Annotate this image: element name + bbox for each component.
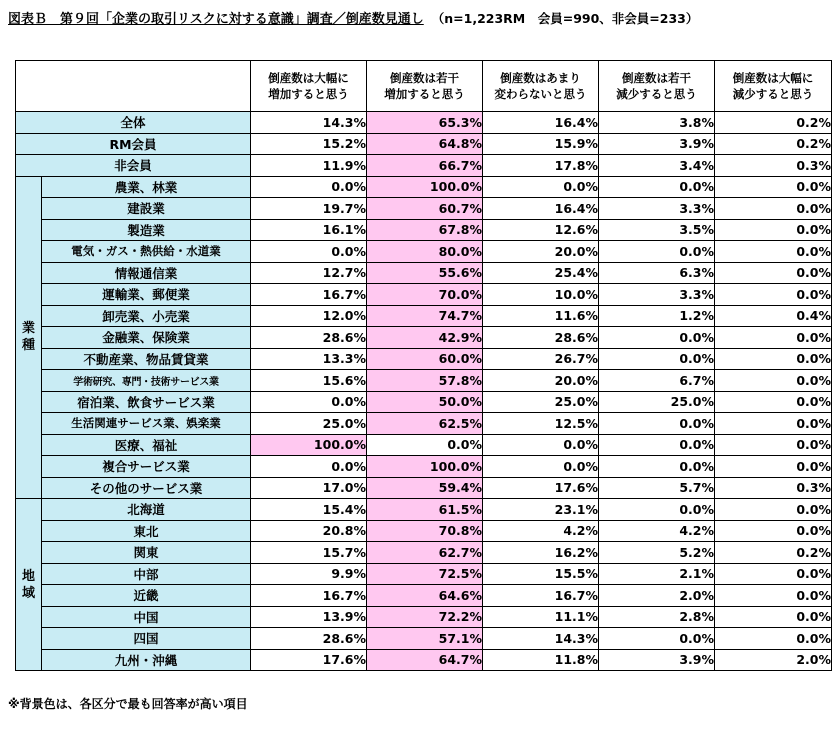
row-label: 建設業 [42,198,251,220]
value-cell: 4.2% [599,520,715,542]
row-label: 情報通信業 [42,262,251,284]
value-cell: 0.0% [715,585,832,607]
table-row [16,241,832,263]
value-cell: 20.0% [483,370,599,392]
value-cell: 0.0% [715,499,832,521]
value-cell: 0.0% [715,370,832,392]
value-cell: 17.0% [251,477,367,499]
value-cell: 3.3% [599,198,715,220]
value-cell: 0.0% [599,413,715,435]
value-cell: 0.0% [715,348,832,370]
row-label: 宿泊業、飲食サービス業 [42,391,251,413]
value-cell: 3.9% [599,649,715,671]
value-cell: 64.8% [367,133,483,155]
table-row [16,176,832,198]
value-cell: 60.7% [367,198,483,220]
value-cell: 0.0% [715,520,832,542]
value-cell: 25.4% [483,262,599,284]
value-cell: 6.7% [599,370,715,392]
value-cell: 0.0% [599,434,715,456]
value-cell: 28.6% [251,327,367,349]
value-cell: 16.7% [251,585,367,607]
table-row [16,499,832,521]
value-cell: 20.0% [483,241,599,263]
value-cell: 15.6% [251,370,367,392]
value-cell: 57.8% [367,370,483,392]
value-cell: 80.0% [367,241,483,263]
column-header: 倒産数は若干 増加すると思う [367,61,483,112]
value-cell: 0.3% [715,155,832,177]
value-cell: 0.0% [599,456,715,478]
table-row [16,284,832,306]
table-body [16,112,832,671]
value-cell: 16.7% [483,585,599,607]
value-cell: 0.0% [483,176,599,198]
value-cell: 64.6% [367,585,483,607]
table-row [16,434,832,456]
row-label: 製造業 [42,219,251,241]
value-cell: 64.7% [367,649,483,671]
value-cell: 11.9% [251,155,367,177]
value-cell: 3.5% [599,219,715,241]
value-cell: 23.1% [483,499,599,521]
value-cell: 25.0% [251,413,367,435]
row-label: 医療、福祉 [42,434,251,456]
value-cell: 16.7% [251,284,367,306]
column-header: 倒産数はあまり 変わらないと思う [483,61,599,112]
data-table [15,60,832,671]
row-label: 全体 [16,112,251,134]
row-label: 農業、林業 [42,176,251,198]
value-cell: 0.0% [251,456,367,478]
value-cell: 15.7% [251,542,367,564]
table-row [16,305,832,327]
value-cell: 16.1% [251,219,367,241]
value-cell: 72.2% [367,606,483,628]
value-cell: 0.4% [715,305,832,327]
value-cell: 0.0% [483,434,599,456]
value-cell: 70.0% [367,284,483,306]
row-label: 非会員 [16,155,251,177]
value-cell: 15.5% [483,563,599,585]
value-cell: 17.6% [251,649,367,671]
value-cell: 17.6% [483,477,599,499]
value-cell: 59.4% [367,477,483,499]
value-cell: 0.0% [251,176,367,198]
value-cell: 2.0% [599,585,715,607]
value-cell: 0.0% [715,241,832,263]
value-cell: 14.3% [483,628,599,650]
value-cell: 0.0% [599,241,715,263]
value-cell: 67.8% [367,219,483,241]
row-label: 中部 [42,563,251,585]
value-cell: 0.0% [599,628,715,650]
value-cell: 2.0% [715,649,832,671]
table-row [16,219,832,241]
value-cell: 0.0% [715,327,832,349]
table-row [16,542,832,564]
value-cell: 3.9% [599,133,715,155]
value-cell: 60.0% [367,348,483,370]
table-row [16,262,832,284]
value-cell: 0.0% [599,327,715,349]
value-cell: 12.7% [251,262,367,284]
row-label: RM会員 [16,133,251,155]
value-cell: 2.1% [599,563,715,585]
value-cell: 28.6% [483,327,599,349]
table-row [16,456,832,478]
row-label: 学術研究、専門・技術サービス業 [42,370,251,392]
value-cell: 11.8% [483,649,599,671]
row-label: 生活関連サービス業、娯楽業 [42,413,251,435]
value-cell: 12.6% [483,219,599,241]
row-label: 東北 [42,520,251,542]
value-cell: 13.9% [251,606,367,628]
value-cell: 42.9% [367,327,483,349]
value-cell: 2.8% [599,606,715,628]
value-cell: 25.0% [483,391,599,413]
table-row [16,112,832,134]
value-cell: 12.0% [251,305,367,327]
table-row [16,155,832,177]
value-cell: 6.3% [599,262,715,284]
value-cell: 0.0% [251,391,367,413]
value-cell: 4.2% [483,520,599,542]
value-cell: 0.2% [715,542,832,564]
row-label: 金融業、保険業 [42,327,251,349]
value-cell: 70.8% [367,520,483,542]
row-label: 複合サービス業 [42,456,251,478]
chart-subtitle: （n=1,223RM 会員=990、非会員=233） [431,11,699,26]
chart-title: 図表Ｂ 第９回「企業の取引リスクに対する意識」調査／倒産数見通し [8,12,424,27]
value-cell: 100.0% [367,176,483,198]
value-cell: 28.6% [251,628,367,650]
value-cell: 0.0% [599,499,715,521]
table-row [16,133,832,155]
value-cell: 12.5% [483,413,599,435]
value-cell: 20.8% [251,520,367,542]
table-row [16,585,832,607]
value-cell: 16.2% [483,542,599,564]
group-label: 業 種 [16,176,42,499]
value-cell: 5.7% [599,477,715,499]
value-cell: 0.0% [715,606,832,628]
table-row [16,477,832,499]
row-label: 九州・沖縄 [42,649,251,671]
table-row [16,628,832,650]
value-cell: 0.0% [715,413,832,435]
value-cell: 9.9% [251,563,367,585]
value-cell: 65.3% [367,112,483,134]
value-cell: 0.0% [715,391,832,413]
value-cell: 14.3% [251,112,367,134]
value-cell: 0.2% [715,112,832,134]
value-cell: 0.0% [715,284,832,306]
header-corner [16,61,251,112]
value-cell: 0.0% [715,198,832,220]
table-row [16,391,832,413]
value-cell: 0.3% [715,477,832,499]
value-cell: 0.0% [715,262,832,284]
value-cell: 5.2% [599,542,715,564]
value-cell: 19.7% [251,198,367,220]
value-cell: 55.6% [367,262,483,284]
table-row [16,606,832,628]
value-cell: 66.7% [367,155,483,177]
row-label: 関東 [42,542,251,564]
value-cell: 0.0% [599,348,715,370]
value-cell: 3.4% [599,155,715,177]
table-row [16,413,832,435]
value-cell: 0.0% [483,456,599,478]
group-label: 地 域 [16,499,42,671]
row-label: 四国 [42,628,251,650]
value-cell: 3.8% [599,112,715,134]
footnote: ※背景色は、各区分で最も回答率が高い項目 [8,697,248,711]
table-row [16,520,832,542]
value-cell: 3.3% [599,284,715,306]
value-cell: 0.0% [715,456,832,478]
table-row [16,649,832,671]
value-cell: 1.2% [599,305,715,327]
value-cell: 0.0% [715,434,832,456]
value-cell: 62.5% [367,413,483,435]
value-cell: 57.1% [367,628,483,650]
value-cell: 61.5% [367,499,483,521]
value-cell: 62.7% [367,542,483,564]
table-row [16,563,832,585]
value-cell: 15.4% [251,499,367,521]
value-cell: 0.0% [715,563,832,585]
value-cell: 0.0% [715,219,832,241]
table-row [16,370,832,392]
value-cell: 26.7% [483,348,599,370]
chart-title-area [8,8,698,27]
value-cell: 100.0% [367,456,483,478]
value-cell: 11.6% [483,305,599,327]
value-cell: 10.0% [483,284,599,306]
value-cell: 0.2% [715,133,832,155]
value-cell: 0.0% [715,176,832,198]
table-row [16,198,832,220]
value-cell: 16.4% [483,198,599,220]
value-cell: 72.5% [367,563,483,585]
table-row [16,327,832,349]
column-header: 倒産数は大幅に 減少すると思う [715,61,832,112]
value-cell: 0.0% [715,628,832,650]
table-row [16,348,832,370]
value-cell: 0.0% [367,434,483,456]
value-cell: 0.0% [251,241,367,263]
value-cell: 17.8% [483,155,599,177]
value-cell: 13.3% [251,348,367,370]
value-cell: 50.0% [367,391,483,413]
row-label: 不動産業、物品賃貸業 [42,348,251,370]
row-label: 卸売業、小売業 [42,305,251,327]
row-label: 近畿 [42,585,251,607]
row-label: 電気・ガス・熱供給・水道業 [42,241,251,263]
header-row [16,61,832,112]
value-cell: 100.0% [251,434,367,456]
value-cell: 25.0% [599,391,715,413]
value-cell: 0.0% [599,176,715,198]
value-cell: 15.9% [483,133,599,155]
row-label: 中国 [42,606,251,628]
row-label: 北海道 [42,499,251,521]
value-cell: 11.1% [483,606,599,628]
column-header: 倒産数は大幅に 増加すると思う [251,61,367,112]
column-header: 倒産数は若干 減少すると思う [599,61,715,112]
value-cell: 74.7% [367,305,483,327]
value-cell: 15.2% [251,133,367,155]
row-label: その他のサービス業 [42,477,251,499]
value-cell: 16.4% [483,112,599,134]
row-label: 運輸業、郵便業 [42,284,251,306]
